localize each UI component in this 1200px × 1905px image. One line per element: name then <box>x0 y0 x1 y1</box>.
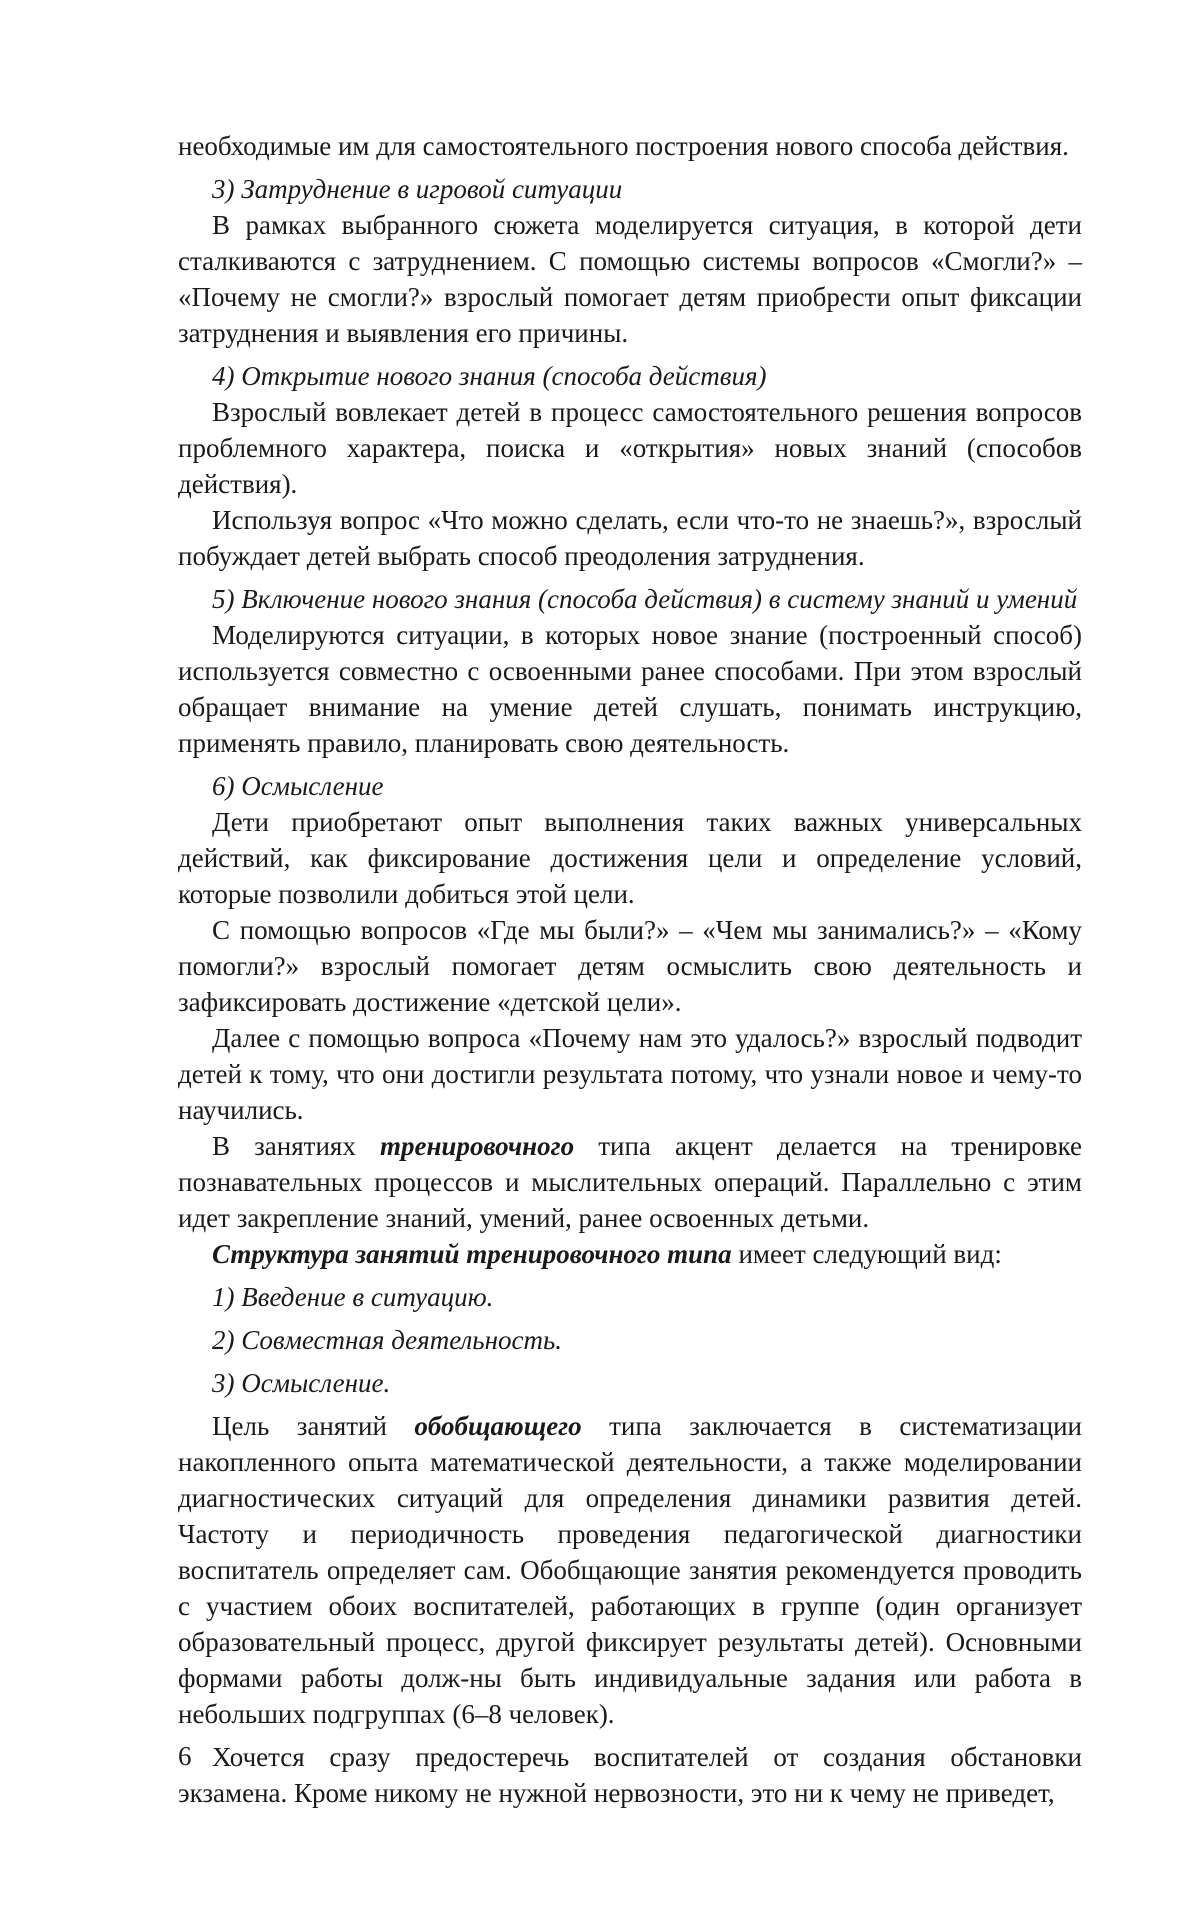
paragraph: Используя вопрос «Что можно сделать, если что-то не знаешь?», взрослый побуждает детей выбрать способ преодоления затруднения. <box>178 505 1082 571</box>
paragraph <box>178 1236 1082 1272</box>
text-run: типа акцент делается на тренировке познавательных процессов и мыслительных операций. Параллельно с этим идет закрепление знаний, умений, ранее освоенных детьми. <box>178 1131 1082 1233</box>
list-item: 3) Осмысление. <box>212 1368 391 1398</box>
paragraph <box>178 1128 1082 1236</box>
section-heading: 6) Осмысление <box>212 771 384 801</box>
emphasized-term: обобщающего <box>414 1411 582 1441</box>
emphasized-term: Структура занятий тренировочного типа <box>212 1239 732 1269</box>
paragraph <box>178 1408 1082 1732</box>
page-body <box>178 128 1082 1811</box>
paragraph: Моделируются ситуации, в которых новое знание (построенный способ) используется совместно с освоенными ранее способами. При этом взрослый обращает внимание на умение детей слушать, понимать инструкцию, применять правило, планировать свою деятельность. <box>178 620 1082 758</box>
emphasized-term: тренировочного <box>379 1131 575 1161</box>
paragraph: В рамках выбранного сюжета моделируется ситуация, в которой дети сталкиваются с затруднением. С помощью системы вопросов «Смогли?» – «Почему не смогли?» взрослый помогает детям приобрести опыт фиксации затруднения и выявления его причины. <box>178 210 1082 348</box>
paragraph: необходимые им для самостоятельного построения нового способа действия. <box>178 131 1069 161</box>
paragraph: Взрослый вовлекает детей в процесс самостоятельного решения вопросов проблемного характера, поиска и «открытия» новых знаний (способов действия). <box>178 397 1082 499</box>
paragraph: С помощью вопросов «Где мы были?» – «Чем мы занимались?» – «Кому помогли?» взрослый помогает детям осмыслить свою деятельность и зафиксировать достижение «детской цели». <box>178 915 1082 1017</box>
text-run: имеет следующий вид: <box>731 1239 1002 1269</box>
page-number: 6 <box>178 1741 192 1771</box>
paragraph: Хочется сразу предостеречь воспитателей от создания обстановки экзамена. Кроме никому не нужной нервозности, это ни к чему не приведет, <box>178 1742 1082 1808</box>
text-run: типа заключается в систематизации накопленного опыта математической деятельности, а также моделировании диагностических ситуаций для определения динамики развития детей. Частоту и периодичность проведения педагогической диагностики воспитатель определяет сам. Обобщающие занятия рекомендуется проводить с участием обоих воспитателей, работающих в группе (один организует образовательный процесс, другой фиксирует результаты детей). Основными формами работы долж-ны быть индивидуальные задания или работа в небольших подгруппах (6–8 человек). <box>178 1411 1082 1729</box>
text-run: В занятиях <box>212 1131 380 1161</box>
paragraph: Дети приобретают опыт выполнения таких важных универсальных действий, как фиксирование достижения цели и определение условий, которые позволили добиться этой цели. <box>178 807 1082 909</box>
list-item: 2) Совместная деятельность. <box>212 1325 562 1355</box>
paragraph: Далее с помощью вопроса «Почему нам это удалось?» взрослый подводит детей к тому, что они достигли результата потому, что узнали новое и чему-то научились. <box>178 1023 1082 1125</box>
section-heading: 5) Включение нового знания (способа действия) в систему знаний и умений <box>212 584 1078 614</box>
section-heading: 3) Затруднение в игровой ситуации <box>212 174 623 204</box>
list-item: 1) Введение в ситуацию. <box>212 1282 494 1312</box>
text-run: Цель занятий <box>212 1411 415 1441</box>
section-heading: 4) Открытие нового знания (способа действия) <box>212 361 767 391</box>
